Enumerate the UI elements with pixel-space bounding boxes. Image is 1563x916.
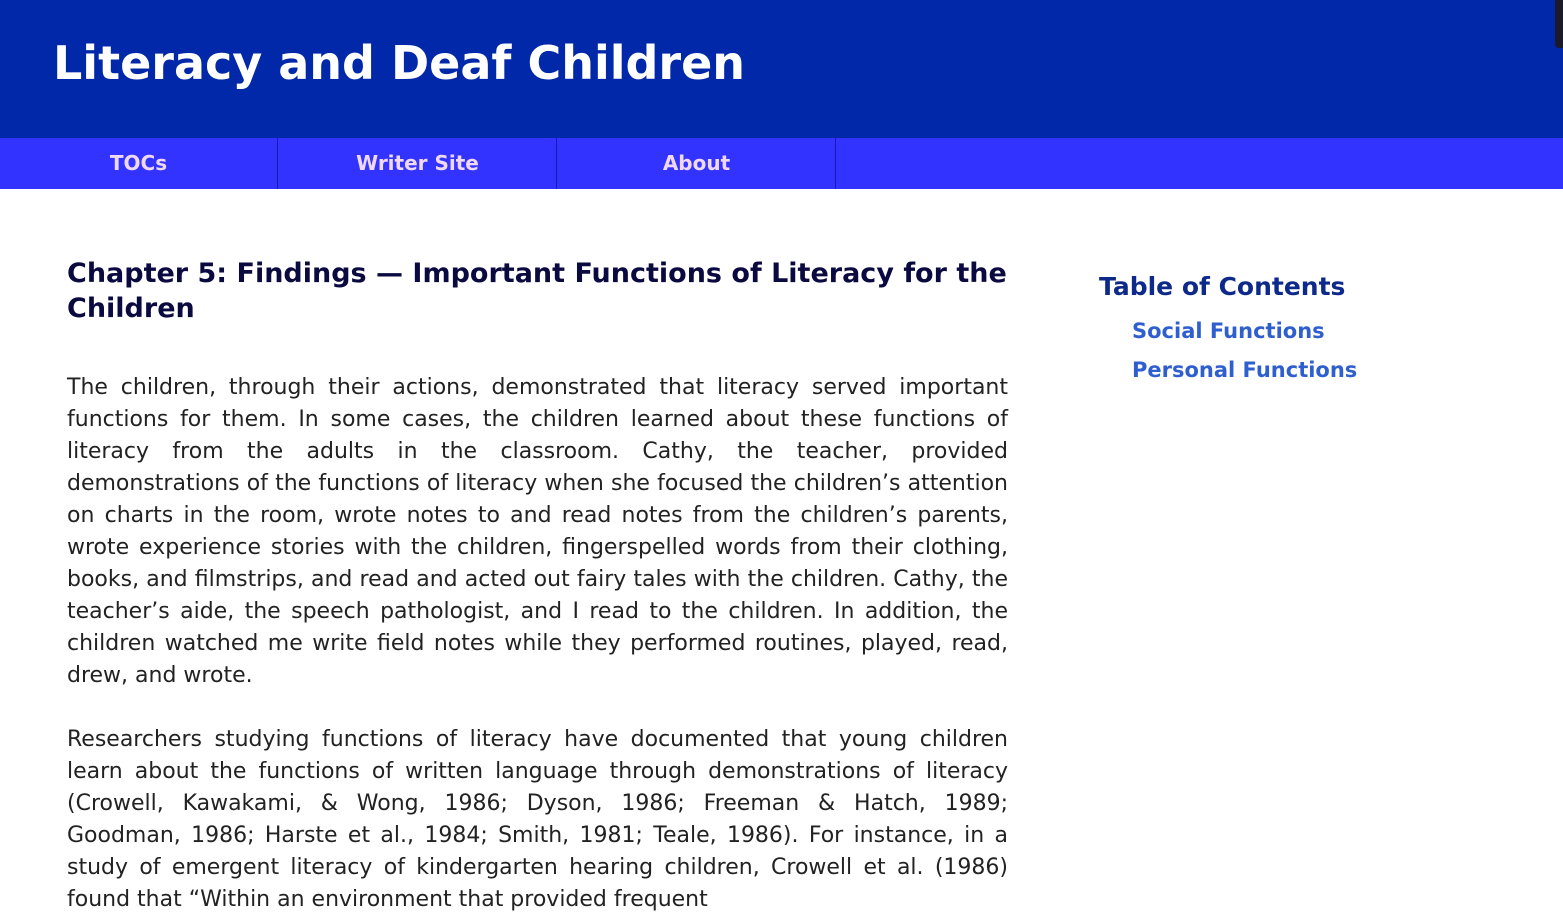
toc-link-personal-functions[interactable]: Personal Functions (1132, 358, 1358, 382)
toc-list (1132, 312, 1539, 390)
chapter-title: Chapter 5: Findings — Important Functions of Literacy for the Children (67, 258, 1007, 324)
site-title[interactable]: Literacy and Deaf Children (53, 36, 746, 90)
table-of-contents (1099, 268, 1539, 390)
main-navigation (0, 138, 1563, 189)
nav-item-about[interactable]: About (558, 138, 836, 189)
toc-item (1132, 351, 1539, 390)
toc-link-social-functions[interactable]: Social Functions (1132, 319, 1325, 343)
toc-heading: Table of Contents (1099, 272, 1346, 301)
nav-item-writer-site[interactable]: Writer Site (279, 138, 557, 189)
main-content (67, 256, 1008, 916)
body-paragraph-2: Researchers studying functions of literacy have documented that young children learn about the functions of written language through demonstrations of literacy (Crowell, Kawakami, & Wong, 1986; Dyson, 1986; Freeman & Hatch, 1989; Goodman, 1986; Harste et al., 1984; Smith, 1981; Teale, 1986). For instance, in a study of emergent literacy of kindergarten hearing children, Crowell et al. (1986) found that “Within an environment that provided frequent (67, 727, 1008, 912)
site-header (0, 0, 1563, 138)
nav-item-tocs[interactable]: TOCs (0, 138, 278, 189)
scrollbar-thumb[interactable] (1555, 0, 1563, 48)
body-paragraph-1: The children, through their actions, demonstrated that literacy served important functions for them. In some cases, the children learned about these functions of literacy from the adults in the classroom. Cathy, the teacher, provided demonstrations of the functions of literacy when she focused the children’s attention on charts in the room, wrote notes to and read notes from the children’s parents, wrote experience stories with the children, fingerspelled words from their clothing, books, and filmstrips, and read and acted out fairy tales with the children. Cathy, the teacher’s aide, the speech pathologist, and I read to the children. In addition, the children watched me write field notes while they performed routines, played, read, drew, and wrote. (67, 375, 1008, 688)
toc-item (1132, 312, 1539, 351)
